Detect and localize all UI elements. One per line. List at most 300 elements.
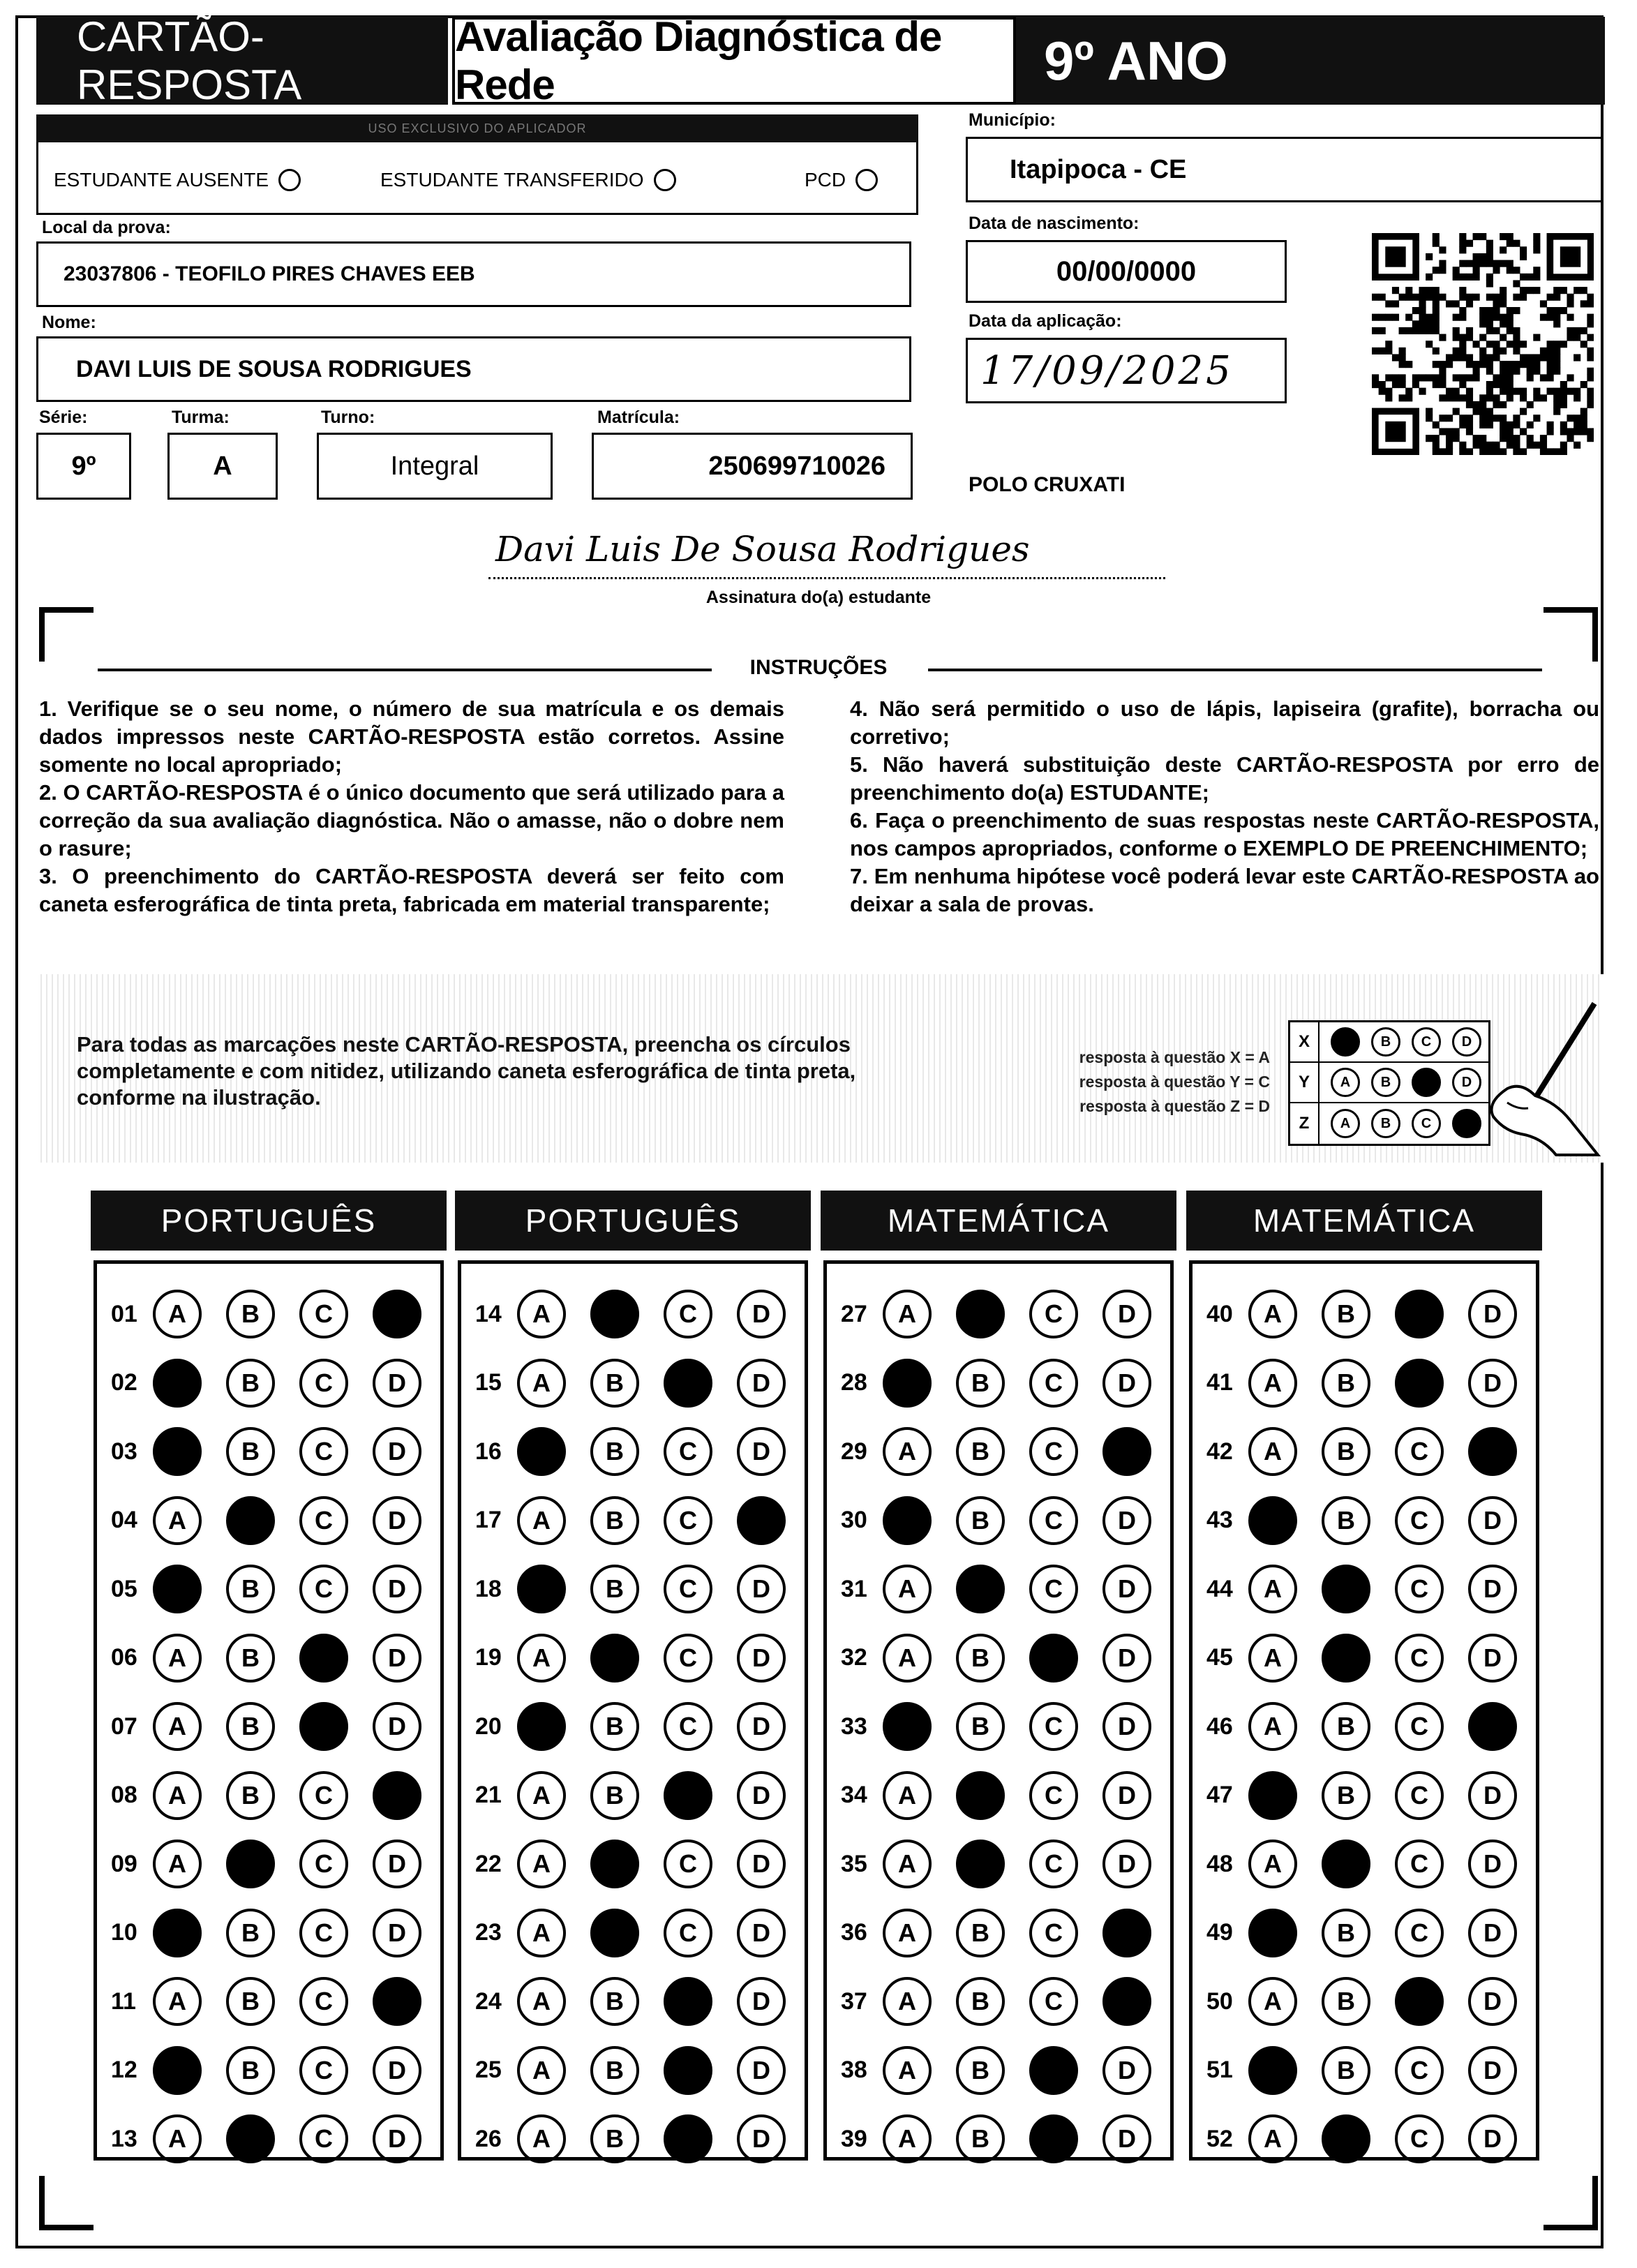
answer-bubble-b[interactable]: B (956, 1909, 1005, 1957)
question-number: 24 (475, 1987, 502, 2015)
section-header: MATEMÁTICA (821, 1191, 1176, 1251)
answer-bubble-c[interactable]: C (1395, 1702, 1444, 1751)
answer-bubble-b[interactable]: B (1322, 1977, 1370, 2026)
question-number: 17 (475, 1507, 502, 1533)
question-number: 50 (1206, 1987, 1233, 2015)
answer-bubble-c[interactable]: C (299, 1977, 348, 2026)
answer-bubble-d[interactable] (737, 1496, 786, 1545)
question-row (1206, 1768, 1541, 1823)
question-number: 40 (1206, 1300, 1233, 1327)
answer-bubble-b[interactable]: B (226, 1359, 275, 1408)
question-number: 27 (841, 1300, 867, 1327)
question-number: 30 (841, 1507, 867, 1533)
answer-bubble-c[interactable]: C (1029, 1290, 1078, 1338)
answer-bubble-c[interactable]: C (1395, 1771, 1444, 1820)
example-bubble (1452, 1109, 1481, 1138)
answer-bubble-a[interactable] (153, 1565, 202, 1613)
question-row (841, 1424, 1176, 1479)
answer-bubble-a[interactable]: A (517, 2114, 566, 2163)
answer-bubble-a[interactable]: A (517, 1840, 566, 1888)
answer-bubble-a[interactable] (517, 1565, 566, 1613)
answer-bubble-b[interactable]: B (590, 1702, 639, 1751)
answer-bubble-c[interactable]: C (299, 1359, 348, 1408)
answer-bubble-c[interactable]: C (664, 1565, 712, 1613)
answer-bubble-c[interactable]: C (299, 1771, 348, 1820)
answer-bubble-d[interactable]: D (1102, 1565, 1151, 1613)
answer-bubble-d[interactable]: D (1102, 1290, 1151, 1338)
example-bubble: B (1371, 1027, 1400, 1057)
answer-bubble-a[interactable]: A (883, 1909, 932, 1957)
answer-bubble-a[interactable] (1248, 1909, 1297, 1957)
instruction-item: 2. O CARTÃO-RESPOSTA é o único documento que será utilizado para a correção da sua avaliação diagnóstica. Não o amasse, não o dobre nem o rasure; (39, 780, 784, 860)
answer-bubble-b[interactable]: B (590, 1771, 639, 1820)
answer-bubble-d[interactable]: D (737, 1771, 786, 1820)
question-number: 20 (475, 1713, 502, 1740)
section-header: PORTUGUÊS (455, 1191, 811, 1251)
answer-bubble-d[interactable]: D (1468, 1977, 1517, 2026)
answer-bubble-c[interactable]: C (1395, 1840, 1444, 1888)
answer-bubble-c[interactable]: C (1029, 1909, 1078, 1957)
answer-bubble-b[interactable]: B (956, 1427, 1005, 1476)
signature-caption: Assinatura do(a) estudante (705, 588, 932, 607)
answer-bubble-c[interactable] (664, 1771, 712, 1820)
answer-bubble-d[interactable] (373, 1977, 421, 2026)
question-number: 05 (111, 1575, 137, 1602)
answer-bubble-a[interactable]: A (153, 1977, 202, 2026)
answer-bubble-d[interactable]: D (1468, 1290, 1517, 1338)
example-bubble: A (1331, 1109, 1360, 1138)
section-header: PORTUGUÊS (91, 1191, 447, 1251)
question-number: 51 (1206, 2057, 1233, 2083)
answer-bubble-c[interactable]: C (299, 1840, 348, 1888)
answer-bubble-b[interactable]: B (1322, 1771, 1370, 1820)
answer-bubble-a[interactable]: A (883, 1565, 932, 1613)
answer-bubble-a[interactable]: A (1248, 1290, 1297, 1338)
answer-bubble-b[interactable]: B (956, 1977, 1005, 2026)
answer-bubble-c[interactable]: C (664, 1702, 712, 1751)
answer-bubble-d[interactable]: D (1468, 1909, 1517, 1957)
answer-bubble-b[interactable]: B (226, 1771, 275, 1820)
answer-bubble-c[interactable] (1029, 2114, 1078, 2163)
question-number: 35 (841, 1850, 867, 1877)
answer-bubble-b[interactable] (226, 1840, 275, 1888)
question-number: 39 (841, 2125, 867, 2152)
question-row (475, 1699, 810, 1754)
answer-bubble-d[interactable]: D (1468, 1496, 1517, 1545)
answer-bubble-b[interactable]: B (1322, 1427, 1370, 1476)
answer-bubble-a[interactable]: A (1248, 1840, 1297, 1888)
answer-bubble-d[interactable]: D (737, 2046, 786, 2095)
question-number: 34 (841, 1782, 867, 1808)
answer-bubble-d[interactable]: D (373, 1565, 421, 1613)
answer-bubble-b[interactable] (590, 1634, 639, 1683)
question-number: 45 (1206, 1644, 1233, 1671)
answer-bubble-d[interactable]: D (1102, 1702, 1151, 1751)
answer-bubble-d[interactable]: D (373, 1496, 421, 1545)
answer-bubble-c[interactable] (1395, 1290, 1444, 1338)
answer-bubble-a[interactable] (883, 1702, 932, 1751)
answer-bubble-b[interactable]: B (590, 1427, 639, 1476)
answer-bubble-d[interactable]: D (1468, 2114, 1517, 2163)
answer-bubble-a[interactable]: A (1248, 1427, 1297, 1476)
answer-bubble-d[interactable]: D (373, 1634, 421, 1683)
answer-bubble-d[interactable] (373, 1771, 421, 1820)
answer-bubble-d[interactable] (1102, 1909, 1151, 1957)
question-row (841, 1630, 1176, 1686)
answer-bubble-a[interactable]: A (153, 2114, 202, 2163)
polo-label: POLO CRUXATI (969, 473, 1126, 496)
answer-bubble-a[interactable] (153, 2046, 202, 2095)
answer-bubble-d[interactable]: D (1468, 1359, 1517, 1408)
answer-bubble-c[interactable]: C (1395, 2046, 1444, 2095)
answer-bubble-a[interactable] (153, 1427, 202, 1476)
answer-bubble-d[interactable]: D (737, 2114, 786, 2163)
transferred-label: ESTUDANTE TRANSFERIDO (380, 169, 644, 191)
answer-bubble-d[interactable]: D (1468, 1565, 1517, 1613)
answer-bubble-b[interactable]: B (590, 1565, 639, 1613)
answer-bubble-b[interactable]: B (956, 2046, 1005, 2095)
answer-bubble-d[interactable]: D (737, 1427, 786, 1476)
question-row (111, 1493, 446, 1549)
answer-bubble-d[interactable] (1102, 1977, 1151, 2026)
answer-bubble-a[interactable]: A (153, 1634, 202, 1683)
answer-bubble-a[interactable] (883, 1496, 932, 1545)
question-row (841, 1836, 1176, 1892)
answer-bubble-d[interactable]: D (737, 1977, 786, 2026)
answer-bubble-d[interactable]: D (1102, 2046, 1151, 2095)
answer-bubble-b[interactable]: B (956, 1496, 1005, 1545)
example-row-label: X (1290, 1022, 1320, 1061)
instruction-item: 4. Não será permitido o uso de lápis, lapiseira (grafite), borracha ou corretivo; (850, 696, 1599, 749)
question-number: 43 (1206, 1507, 1233, 1533)
question-number: 15 (475, 1369, 502, 1396)
answer-bubble-d[interactable]: D (737, 1290, 786, 1338)
answer-bubble-b[interactable] (956, 1565, 1005, 1613)
answer-bubble-b[interactable] (590, 1290, 639, 1338)
answer-column (1189, 1260, 1539, 2161)
answer-column (94, 1260, 444, 2161)
answer-bubble-c[interactable] (1029, 1634, 1078, 1683)
answer-bubble-a[interactable]: A (1248, 2114, 1297, 2163)
answer-bubble-a[interactable]: A (153, 1840, 202, 1888)
answer-bubble-d[interactable]: D (373, 1427, 421, 1476)
question-number: 37 (841, 1987, 867, 2015)
answer-bubble-c[interactable]: C (664, 1427, 712, 1476)
turno-label: Turno: (321, 408, 375, 427)
answer-bubble-b[interactable]: B (590, 2046, 639, 2095)
municipio-field: Itapipoca - CE (966, 137, 1604, 202)
answer-bubble-c[interactable] (664, 1359, 712, 1408)
corner-mark (1543, 607, 1598, 662)
answer-bubble-a[interactable] (1248, 1771, 1297, 1820)
answer-bubble-b[interactable]: B (956, 1634, 1005, 1683)
answer-bubble-a[interactable]: A (883, 1427, 932, 1476)
answer-bubble-d[interactable]: D (737, 1840, 786, 1888)
question-number: 01 (111, 1300, 137, 1327)
example-row-label: Y (1290, 1063, 1320, 1102)
answer-bubble-d[interactable]: D (1468, 1634, 1517, 1683)
answer-bubble-d[interactable]: D (373, 1909, 421, 1957)
question-number: 07 (111, 1713, 137, 1740)
answer-bubble-c[interactable]: C (299, 1909, 348, 1957)
answer-bubble-b[interactable] (1322, 1840, 1370, 1888)
example-row (1290, 1103, 1488, 1144)
card-title: CARTÃO-RESPOSTA (36, 17, 448, 105)
answer-bubble-c[interactable]: C (1029, 1565, 1078, 1613)
question-number: 21 (475, 1782, 502, 1808)
answer-bubble-a[interactable]: A (517, 1771, 566, 1820)
answer-bubble-d[interactable]: D (1102, 1771, 1151, 1820)
answer-bubble-a[interactable]: A (883, 1840, 932, 1888)
answer-bubble-a[interactable]: A (883, 2046, 932, 2095)
turma-field: A (167, 433, 278, 500)
question-number: 06 (111, 1644, 137, 1671)
answer-bubble-c[interactable]: C (1395, 2114, 1444, 2163)
answer-bubble-b[interactable]: B (1322, 1909, 1370, 1957)
name-label: Nome: (42, 313, 96, 332)
question-number: 46 (1206, 1713, 1233, 1740)
answer-bubble-a[interactable]: A (153, 1290, 202, 1338)
answer-bubble-d[interactable] (1102, 1427, 1151, 1476)
answer-bubble-b[interactable]: B (1322, 1290, 1370, 1338)
example-row-label: Z (1290, 1103, 1320, 1144)
answer-bubble-a[interactable]: A (153, 1702, 202, 1751)
answer-bubble-c[interactable] (664, 1977, 712, 2026)
answer-bubble-d[interactable]: D (1468, 2046, 1517, 2095)
answer-bubble-c[interactable] (664, 2046, 712, 2095)
transferred-radio[interactable] (654, 169, 676, 191)
question-row (841, 1768, 1176, 1823)
question-number: 38 (841, 2057, 867, 2083)
answer-bubble-b[interactable]: B (590, 1496, 639, 1545)
answer-bubble-c[interactable]: C (299, 1565, 348, 1613)
answer-bubble-b[interactable]: B (1322, 1496, 1370, 1545)
absent-option[interactable] (54, 169, 301, 191)
answer-bubble-a[interactable]: A (883, 2114, 932, 2163)
answer-bubble-a[interactable]: A (1248, 1634, 1297, 1683)
answer-bubble-d[interactable]: D (737, 1565, 786, 1613)
question-number: 02 (111, 1369, 137, 1396)
answer-bubble-b[interactable]: B (590, 1977, 639, 2026)
answer-bubble-c[interactable] (299, 1702, 348, 1751)
example-bubble (1331, 1027, 1360, 1057)
answer-bubble-a[interactable]: A (517, 1359, 566, 1408)
answer-bubble-d[interactable]: D (1468, 1840, 1517, 1888)
answer-bubble-c[interactable]: C (1395, 1496, 1444, 1545)
answer-bubble-c[interactable]: C (299, 2046, 348, 2095)
answer-bubble-d[interactable]: D (373, 2046, 421, 2095)
answer-bubble-a[interactable] (153, 1909, 202, 1957)
answer-bubble-b[interactable] (956, 1771, 1005, 1820)
answer-bubble-b[interactable]: B (226, 1977, 275, 2026)
question-number: 04 (111, 1507, 137, 1533)
answer-bubble-a[interactable]: A (883, 1290, 932, 1338)
answer-bubble-d[interactable]: D (737, 1909, 786, 1957)
answer-bubble-c[interactable]: C (664, 1634, 712, 1683)
pcd-option[interactable] (805, 169, 878, 191)
turno-field: Integral (317, 433, 553, 500)
answer-bubble-b[interactable]: B (226, 1290, 275, 1338)
municipio-label: Município: (969, 110, 1056, 130)
answer-bubble-c[interactable]: C (1395, 1565, 1444, 1613)
answer-bubble-c[interactable]: C (1395, 1634, 1444, 1683)
answer-bubble-c[interactable]: C (299, 1427, 348, 1476)
answer-bubble-c[interactable]: C (1029, 1496, 1078, 1545)
answer-bubble-c[interactable] (1029, 2046, 1078, 2095)
answer-bubble-a[interactable]: A (153, 1496, 202, 1545)
answer-bubble-a[interactable] (883, 1359, 932, 1408)
answer-bubble-d[interactable]: D (1102, 1634, 1151, 1683)
answer-bubble-b[interactable]: B (590, 1359, 639, 1408)
answer-bubble-c[interactable]: C (299, 2114, 348, 2163)
answer-bubble-a[interactable]: A (1248, 1977, 1297, 2026)
question-number: 48 (1206, 1850, 1233, 1877)
matricula-label: Matrícula: (597, 408, 680, 427)
question-row (111, 1905, 446, 1961)
answer-bubble-b[interactable]: B (956, 1359, 1005, 1408)
answer-bubble-c[interactable]: C (664, 1840, 712, 1888)
answer-bubble-c[interactable] (299, 1634, 348, 1683)
answer-bubble-b[interactable]: B (226, 2046, 275, 2095)
answer-bubble-a[interactable] (517, 1702, 566, 1751)
answer-bubble-b[interactable]: B (226, 1634, 275, 1683)
answer-bubble-c[interactable]: C (1395, 1909, 1444, 1957)
answer-bubble-c[interactable]: C (1029, 1977, 1078, 2026)
answer-bubble-d[interactable]: D (737, 1702, 786, 1751)
answer-bubble-b[interactable]: B (226, 1702, 275, 1751)
answer-bubble-d[interactable]: D (737, 1359, 786, 1408)
answer-bubble-d[interactable] (373, 1290, 421, 1338)
answer-bubble-b[interactable] (1322, 1565, 1370, 1613)
answer-bubble-c[interactable]: C (299, 1496, 348, 1545)
answer-bubble-c[interactable] (664, 2114, 712, 2163)
question-row (475, 1493, 810, 1549)
transferred-option[interactable] (380, 169, 676, 191)
answer-bubble-c[interactable]: C (1029, 1702, 1078, 1751)
answer-bubble-a[interactable]: A (883, 1977, 932, 2026)
answer-bubble-c[interactable] (1395, 1359, 1444, 1408)
answer-bubble-d[interactable]: D (1102, 2114, 1151, 2163)
example-text: Para todas as marcações neste CARTÃO-RESPOSTA, preencha os círculos completamente e com nitidez, utilizando caneta esferográfica de tinta preta, conforme na ilustração. (77, 1032, 856, 1110)
pcd-radio[interactable] (855, 169, 878, 191)
answer-bubble-c[interactable]: C (1029, 1771, 1078, 1820)
answer-bubble-a[interactable]: A (517, 1634, 566, 1683)
answer-bubble-d[interactable]: D (373, 2114, 421, 2163)
answer-bubble-b[interactable] (1322, 2114, 1370, 2163)
answer-bubble-b[interactable]: B (1322, 1359, 1370, 1408)
answer-bubble-c[interactable]: C (664, 1909, 712, 1957)
answer-bubble-b[interactable]: B (226, 1427, 275, 1476)
answer-bubble-c[interactable] (1395, 1977, 1444, 2026)
question-row (111, 2111, 446, 2167)
question-row (475, 1905, 810, 1961)
answer-bubble-b[interactable] (226, 1496, 275, 1545)
answer-bubble-a[interactable]: A (1248, 1565, 1297, 1613)
answer-bubble-a[interactable] (1248, 2046, 1297, 2095)
answer-bubble-a[interactable]: A (517, 2046, 566, 2095)
answer-bubble-b[interactable] (956, 1840, 1005, 1888)
answer-bubble-d[interactable] (1468, 1427, 1517, 1476)
answer-bubble-b[interactable]: B (1322, 2046, 1370, 2095)
question-row (111, 1974, 446, 2029)
answer-bubble-b[interactable]: B (956, 2114, 1005, 2163)
answer-bubble-b[interactable] (226, 2114, 275, 2163)
question-number: 08 (111, 1782, 137, 1808)
instructions-right (850, 695, 1599, 918)
answer-bubble-a[interactable] (153, 1359, 202, 1408)
answer-bubble-b[interactable]: B (226, 1565, 275, 1613)
answer-bubble-d[interactable]: D (737, 1634, 786, 1683)
answer-bubble-c[interactable]: C (1029, 1427, 1078, 1476)
answer-bubble-a[interactable]: A (517, 1977, 566, 2026)
answer-bubble-c[interactable]: C (299, 1290, 348, 1338)
answer-bubble-a[interactable]: A (883, 1771, 932, 1820)
answer-bubble-b[interactable] (590, 1840, 639, 1888)
question-row (1206, 1905, 1541, 1961)
answer-bubble-d[interactable]: D (1468, 1771, 1517, 1820)
example-bubble: D (1452, 1068, 1481, 1097)
answer-bubble-d[interactable] (1468, 1702, 1517, 1751)
answer-bubble-a[interactable]: A (1248, 1702, 1297, 1751)
example-line: resposta à questão X = A (1079, 1048, 1270, 1066)
answer-bubble-b[interactable]: B (1322, 1702, 1370, 1751)
question-row (475, 1974, 810, 2029)
serie-label: Série: (39, 408, 88, 427)
answer-bubble-a[interactable] (1248, 1496, 1297, 1545)
question-row (111, 1699, 446, 1754)
answer-bubble-a[interactable]: A (1248, 1359, 1297, 1408)
answer-bubble-b[interactable] (1322, 1634, 1370, 1683)
pen-hand-icon (1479, 998, 1605, 1158)
instructions-left (39, 695, 784, 918)
answer-bubble-a[interactable] (517, 1427, 566, 1476)
answer-bubble-c[interactable]: C (1395, 1427, 1444, 1476)
turma-label: Turma: (172, 408, 230, 427)
local-field: 23037806 - TEOFILO PIRES CHAVES EEB (36, 241, 911, 307)
answer-bubble-b[interactable]: B (590, 2114, 639, 2163)
absent-radio[interactable] (278, 169, 301, 191)
corner-mark (1543, 2176, 1598, 2230)
answer-bubble-c[interactable]: C (664, 1290, 712, 1338)
answer-bubble-c[interactable]: C (664, 1496, 712, 1545)
answer-bubble-d[interactable]: D (373, 1359, 421, 1408)
question-row (1206, 1836, 1541, 1892)
answer-bubble-d[interactable]: D (373, 1840, 421, 1888)
example-bubble: C (1412, 1109, 1441, 1138)
answer-bubble-d[interactable]: D (1102, 1496, 1151, 1545)
answer-bubble-c[interactable]: C (1029, 1840, 1078, 1888)
answer-bubble-d[interactable]: D (1102, 1840, 1151, 1888)
answer-bubble-b[interactable]: B (226, 1909, 275, 1957)
answer-bubble-b[interactable] (956, 1290, 1005, 1338)
example-line: resposta à questão Y = C (1079, 1073, 1270, 1091)
example-grid (1288, 1020, 1490, 1146)
answer-bubble-a[interactable]: A (883, 1634, 932, 1683)
example-row (1290, 1063, 1488, 1103)
answer-bubble-a[interactable]: A (517, 1290, 566, 1338)
answer-bubble-b[interactable]: B (956, 1702, 1005, 1751)
answer-bubble-a[interactable]: A (517, 1909, 566, 1957)
answer-bubble-a[interactable]: A (153, 1771, 202, 1820)
question-row (841, 1974, 1176, 2029)
answer-bubble-a[interactable]: A (517, 1496, 566, 1545)
answer-bubble-b[interactable] (590, 1909, 639, 1957)
answer-bubble-d[interactable]: D (373, 1702, 421, 1751)
answer-bubble-c[interactable]: C (1029, 1359, 1078, 1408)
question-row (111, 1424, 446, 1479)
question-row (841, 1493, 1176, 1549)
answer-bubble-d[interactable]: D (1102, 1359, 1151, 1408)
